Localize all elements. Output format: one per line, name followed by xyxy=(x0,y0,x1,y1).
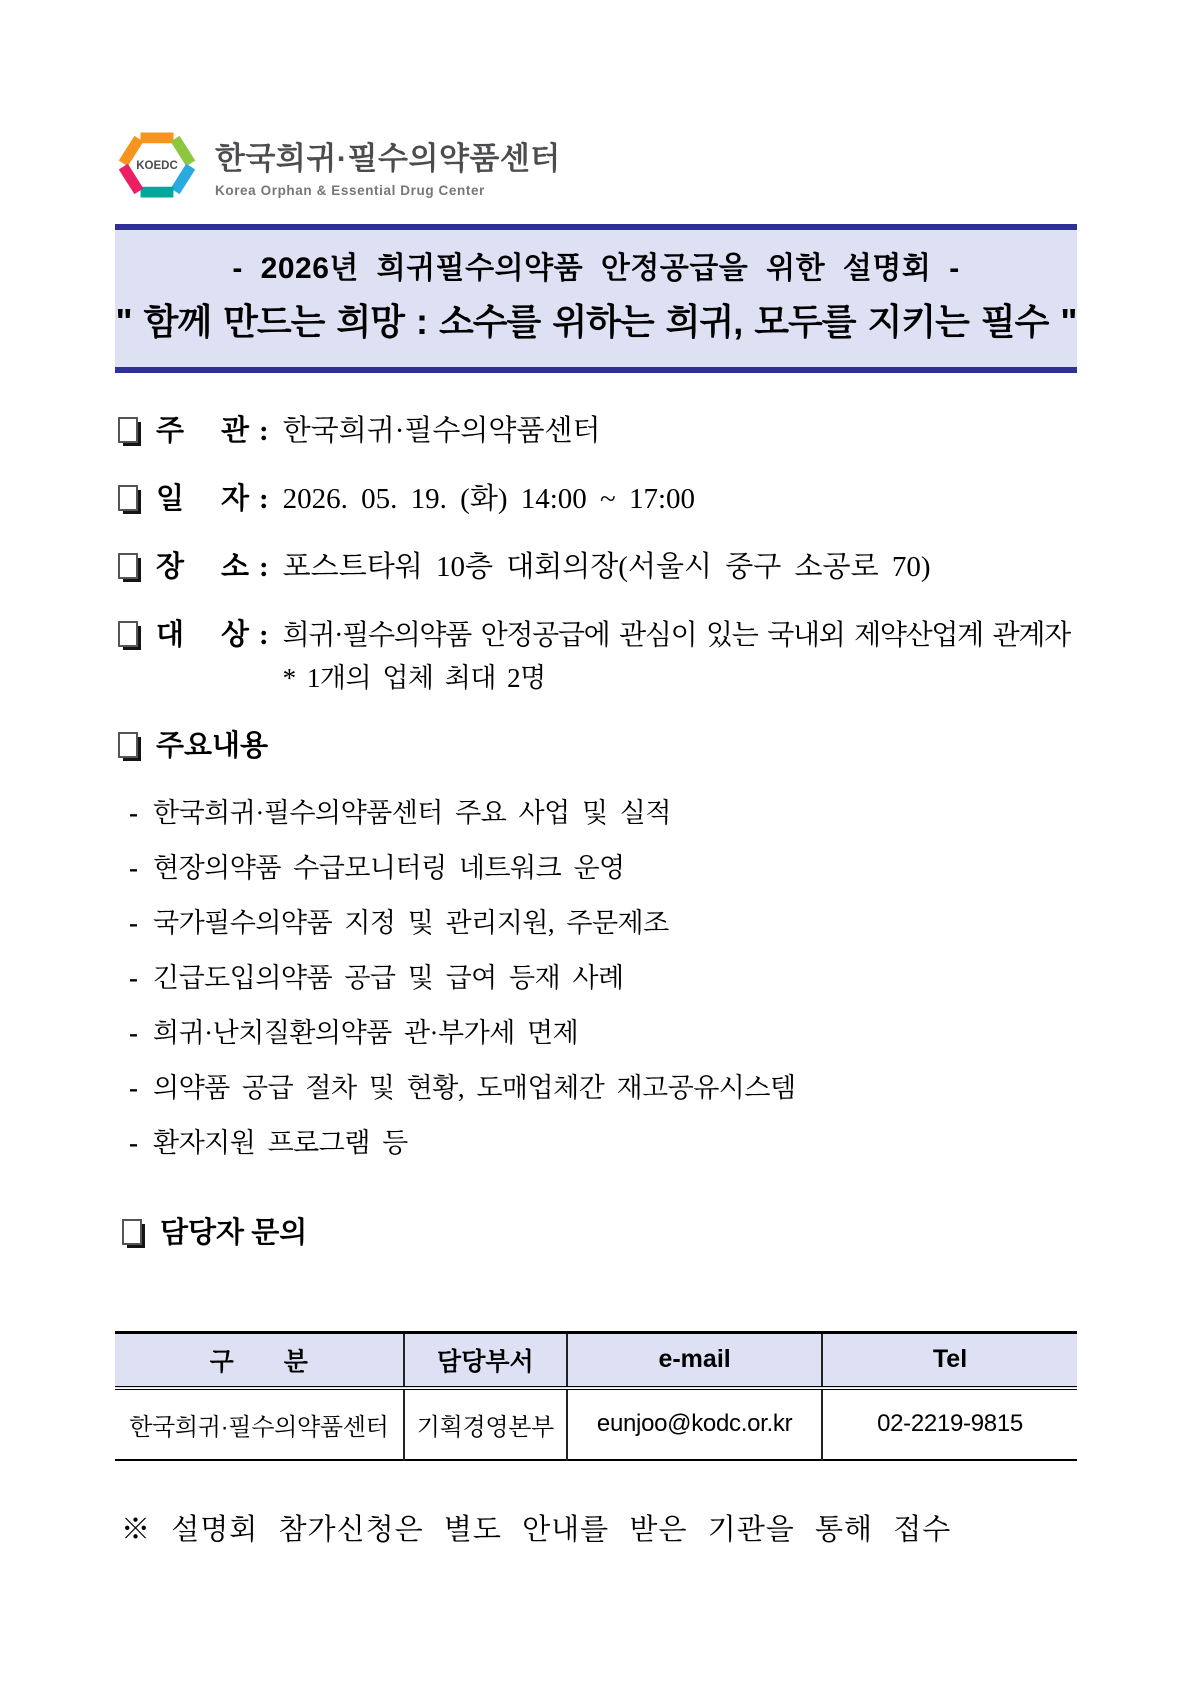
cell-category: 한국희귀·필수의약품센터 xyxy=(115,1388,404,1460)
info-value: 포스트타워 10층 대회의장(서울시 중구 소공로 70) xyxy=(282,551,931,583)
logo-text-block xyxy=(215,133,561,198)
table-header-row xyxy=(115,1333,1077,1388)
square-bullet-icon xyxy=(118,621,138,647)
logo xyxy=(115,128,1077,202)
cell-tel: 02-2219-9815 xyxy=(822,1388,1077,1460)
logo-name-korean: 한국희귀·필수의약품센터 xyxy=(215,140,561,176)
info-label: 일 자 xyxy=(156,483,249,515)
square-bullet-icon xyxy=(118,485,138,511)
header-department: 담당부서 xyxy=(404,1333,568,1388)
info-label: 주 관 xyxy=(156,415,249,447)
info-value: 2026. 05. 19. (화) 14:00 ~ 17:00 xyxy=(282,483,696,515)
info-value: 한국희귀·필수의약품센터 xyxy=(282,415,601,447)
list-item xyxy=(129,1061,1077,1116)
section-heading-label: 담당자 문의 xyxy=(160,1217,308,1249)
list-item xyxy=(129,951,1077,1006)
info-note: * 1개의 업체 최대 2명 xyxy=(282,663,546,693)
section-heading-label: 주요내용 xyxy=(156,730,269,762)
contact-heading xyxy=(119,1213,1077,1253)
label-colon: : xyxy=(259,551,269,583)
square-bullet-icon xyxy=(118,732,138,758)
footer-note: ※ 설명회 참가신청은 별도 안내를 받은 기관을 통해 접수 xyxy=(121,1513,952,1546)
header-tel: Tel xyxy=(822,1333,1077,1388)
info-label: 장 소 xyxy=(156,551,249,583)
list-item-text: 의약품 공급 절차 및 현황, 도매업체간 재고공유시스템 xyxy=(153,1073,796,1103)
square-bullet-icon xyxy=(118,553,138,579)
main-content-list xyxy=(129,786,1077,1171)
list-item-text: 희귀·난치질환의약품 관·부가세 면제 xyxy=(153,1018,579,1048)
dash-bullet: - xyxy=(129,1073,138,1103)
header-category: 구 분 xyxy=(115,1333,404,1388)
info-value-wrap xyxy=(283,615,1070,698)
list-item xyxy=(129,786,1077,841)
logo-name-english: Korea Orphan & Essential Drug Center xyxy=(215,182,485,198)
label-colon: : xyxy=(259,483,269,515)
dash-bullet: - xyxy=(129,963,138,993)
list-item xyxy=(129,841,1077,896)
dash-bullet: - xyxy=(129,1018,138,1048)
header-email: e-mail xyxy=(567,1333,822,1388)
dash-bullet: - xyxy=(129,798,138,828)
square-bullet-icon xyxy=(118,417,138,443)
main-content-heading xyxy=(115,726,1077,766)
list-item xyxy=(129,896,1077,951)
title-banner xyxy=(115,224,1077,373)
label-colon: : xyxy=(259,619,269,651)
dash-bullet: - xyxy=(129,853,138,883)
info-item-venue xyxy=(115,547,1077,587)
list-item xyxy=(129,1006,1077,1061)
list-item-text: 국가필수의약품 지정 및 관리지원, 주문제조 xyxy=(153,908,669,938)
info-label: 대 상 xyxy=(156,619,249,651)
banner-title-line2: " 함께 만드는 희망 : 소수를 위하는 희귀, 모두를 지키는 필수 " xyxy=(115,301,1077,342)
contact-table xyxy=(115,1331,1077,1461)
list-item xyxy=(129,1116,1077,1171)
info-value: 희귀·필수의약품 안정공급에 관심이 있는 국내외 제약산업계 관계자 xyxy=(282,620,1070,651)
banner-title-line1: - 2026년 희귀필수의약품 안정공급을 위한 설명회 - xyxy=(232,252,960,285)
logo-acronym-text: KOEDC xyxy=(136,160,178,173)
list-item-text: 환자지원 프로그램 등 xyxy=(153,1128,408,1158)
list-item-text: 긴급도입의약품 공급 및 급여 등재 사례 xyxy=(153,963,624,993)
info-item-date xyxy=(115,479,1077,519)
table-row xyxy=(115,1388,1077,1460)
list-item-text: 한국희귀·필수의약품센터 주요 사업 및 실적 xyxy=(153,798,671,828)
list-item-text: 현장의약품 수급모니터링 네트워크 운영 xyxy=(153,853,625,883)
cell-email: eunjoo@kodc.or.kr xyxy=(567,1388,822,1460)
info-item-organizer xyxy=(115,411,1077,451)
square-bullet-icon xyxy=(122,1219,142,1245)
info-item-audience xyxy=(115,615,1077,698)
info-list xyxy=(115,411,1077,766)
cell-department: 기획경영본부 xyxy=(404,1388,568,1460)
dash-bullet: - xyxy=(129,1128,138,1158)
dash-bullet: - xyxy=(129,908,138,938)
koedc-hexagon-logo-icon xyxy=(115,128,199,202)
label-colon: : xyxy=(259,415,269,447)
